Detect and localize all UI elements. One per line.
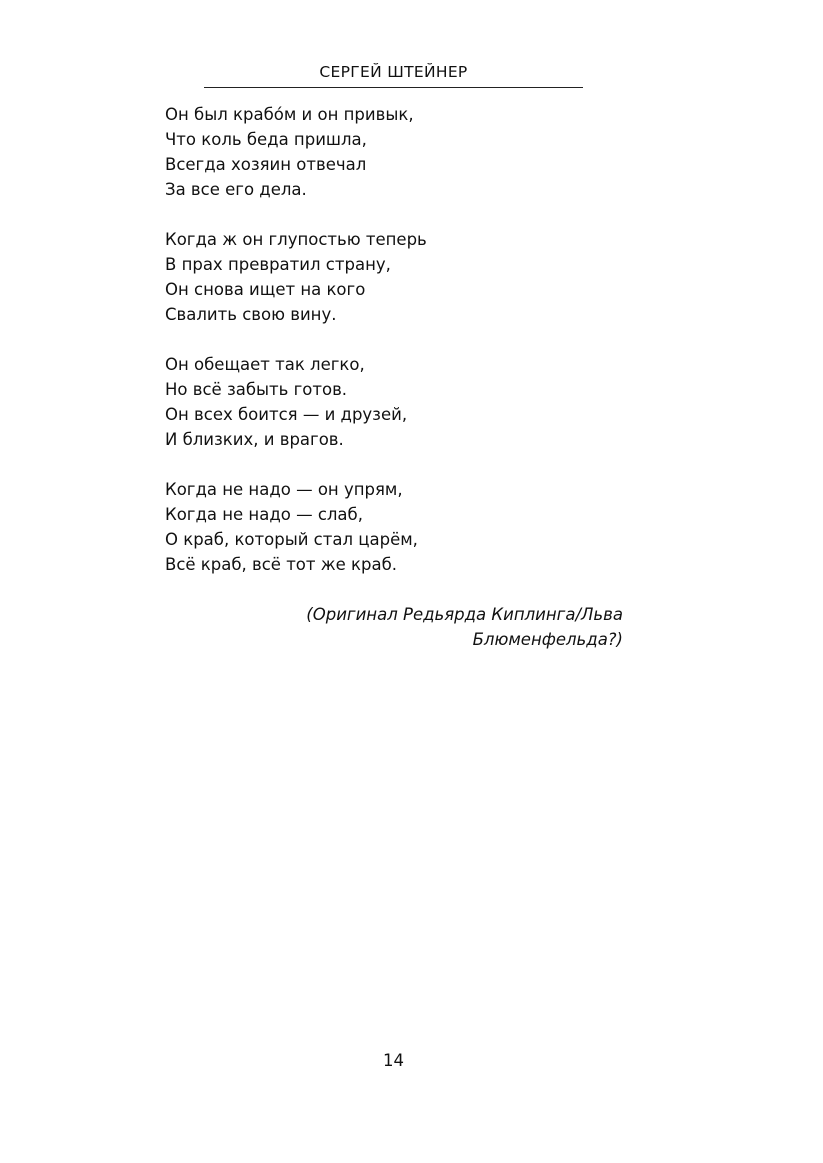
poem-line: Свалить свою вину. <box>165 305 337 324</box>
poem-line: За все его дела. <box>165 180 307 199</box>
attribution-line: (Оригинал Редьярда Киплинга/Льва <box>306 605 623 624</box>
poem-line: Когда ж он глупостью теперь <box>165 230 427 249</box>
stanza-2 <box>165 227 625 327</box>
page-number: 14 <box>383 1051 404 1070</box>
poem-attribution <box>165 602 623 652</box>
stanza-1 <box>165 102 625 202</box>
poem-line: Он обещает так легко, <box>165 355 365 374</box>
poem-line: Но всё забыть готов. <box>165 380 348 399</box>
poem <box>165 102 625 652</box>
poem-line: Что коль беда пришла, <box>165 130 367 149</box>
stanza-3 <box>165 352 625 452</box>
poem-line: Когда не надо — он упрям, <box>165 480 403 499</box>
stanza-4 <box>165 477 625 577</box>
header-divider <box>204 87 583 88</box>
poem-line: Когда не надо — слаб, <box>165 505 363 524</box>
poem-line: О краб, который стал царём, <box>165 530 418 549</box>
poem-line: Он снова ищет на кого <box>165 280 366 299</box>
poem-line: Он был крабо́м и он привык, <box>165 105 414 124</box>
poem-line: Он всех боится — и друзей, <box>165 405 408 424</box>
poem-line: Всегда хозяин отвечал <box>165 155 367 174</box>
poem-line: Всё краб, всё тот же краб. <box>165 555 397 574</box>
poem-line: В прах превратил страну, <box>165 255 391 274</box>
running-header-author: СЕРГЕЙ ШТЕЙНЕР <box>319 63 468 81</box>
attribution-line: Блюменфельда?) <box>472 630 623 649</box>
poem-line: И близких, и врагов. <box>165 430 344 449</box>
